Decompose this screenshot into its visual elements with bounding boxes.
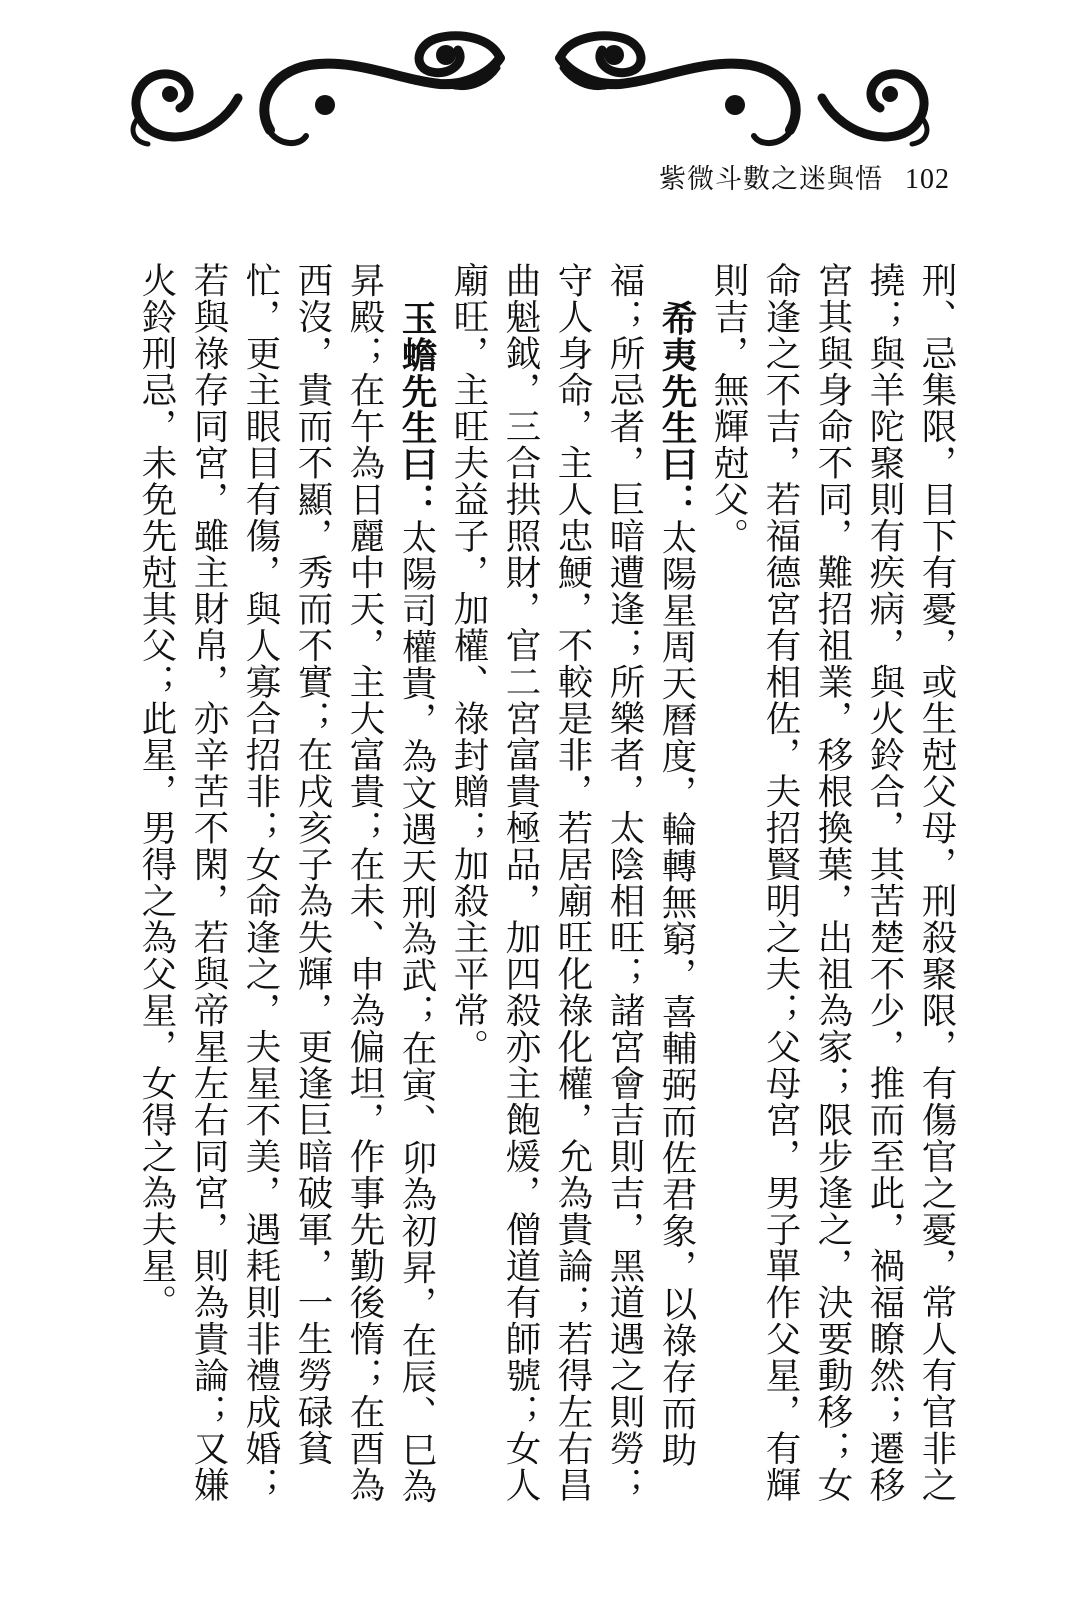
paragraph-continuation xyxy=(702,262,962,1512)
paragraph-text: 太陽星周天曆度，輪轉無窮，喜輔弼而佐君象，以祿存而助福；所忌者，巨暗遭逢；所樂者，太陰相旺；諸宮會吉則吉，黑道遇之則勞；守人身命，主人忠鯁，不較是非，若居廟旺化祿化權，允為貴論；若得左右昌曲魁鉞，三合拱照財，官二宮富貴極品，加四殺亦主飽煖，僧道有師號；女人廟旺，主旺夫益子，加權、祿封贈；加殺主平常。 xyxy=(448,262,697,1503)
page-number: 102 xyxy=(905,164,950,195)
speaker-heading: 玉蟾先生曰： xyxy=(396,300,437,520)
paragraph-text: 刑、忌集限，目下有憂，或生尅父母，刑殺聚限，有傷官之憂，常人有官非之撓；與羊陀聚則有疾病，與火鈴合，其苦楚不少，推而至此，禍福瞭然；遷移宮其與身命不同，難招祖業，移根換葉，出祖為家；限步逢之，決要動移；女命逢之不吉，若福德宮有相佐，夫招賢明之夫；父母宮，男子單作父星，有輝則吉，無輝尅父。 xyxy=(708,262,957,1503)
running-head xyxy=(659,157,950,197)
book-title: 紫微斗數之迷與悟 xyxy=(659,164,883,195)
vertical-body-text xyxy=(120,262,962,1512)
speaker-heading: 希夷先生曰： xyxy=(656,300,697,520)
paragraph-text: 太陽司權貴，為文遇天刑為武；在寅、卯為初昇，在辰、巳為昇殿；在午為日麗中天，主大富貴；在未、申為偏坦，作事先勤後惰；在酉為西沒，貴而不顯，秀而不實；在戌亥子為失輝，更逢巨暗破軍，一生勞碌貧忙，更主眼目有傷，與人寡合招非；女命逢之，夫星不美，遇耗則非禮成婚；若與祿存同宮，雖主財帛，亦辛苦不閑，若與帝星左右同宮，則為貴論；又嫌火鈴刑忌，未免先尅其父；此星，男得之為父星，女得之為夫星。 xyxy=(136,262,437,1505)
decorative-scroll-ornament xyxy=(120,10,940,160)
paragraph-xiyi xyxy=(442,262,702,1512)
paragraph-yuchan xyxy=(130,262,442,1512)
